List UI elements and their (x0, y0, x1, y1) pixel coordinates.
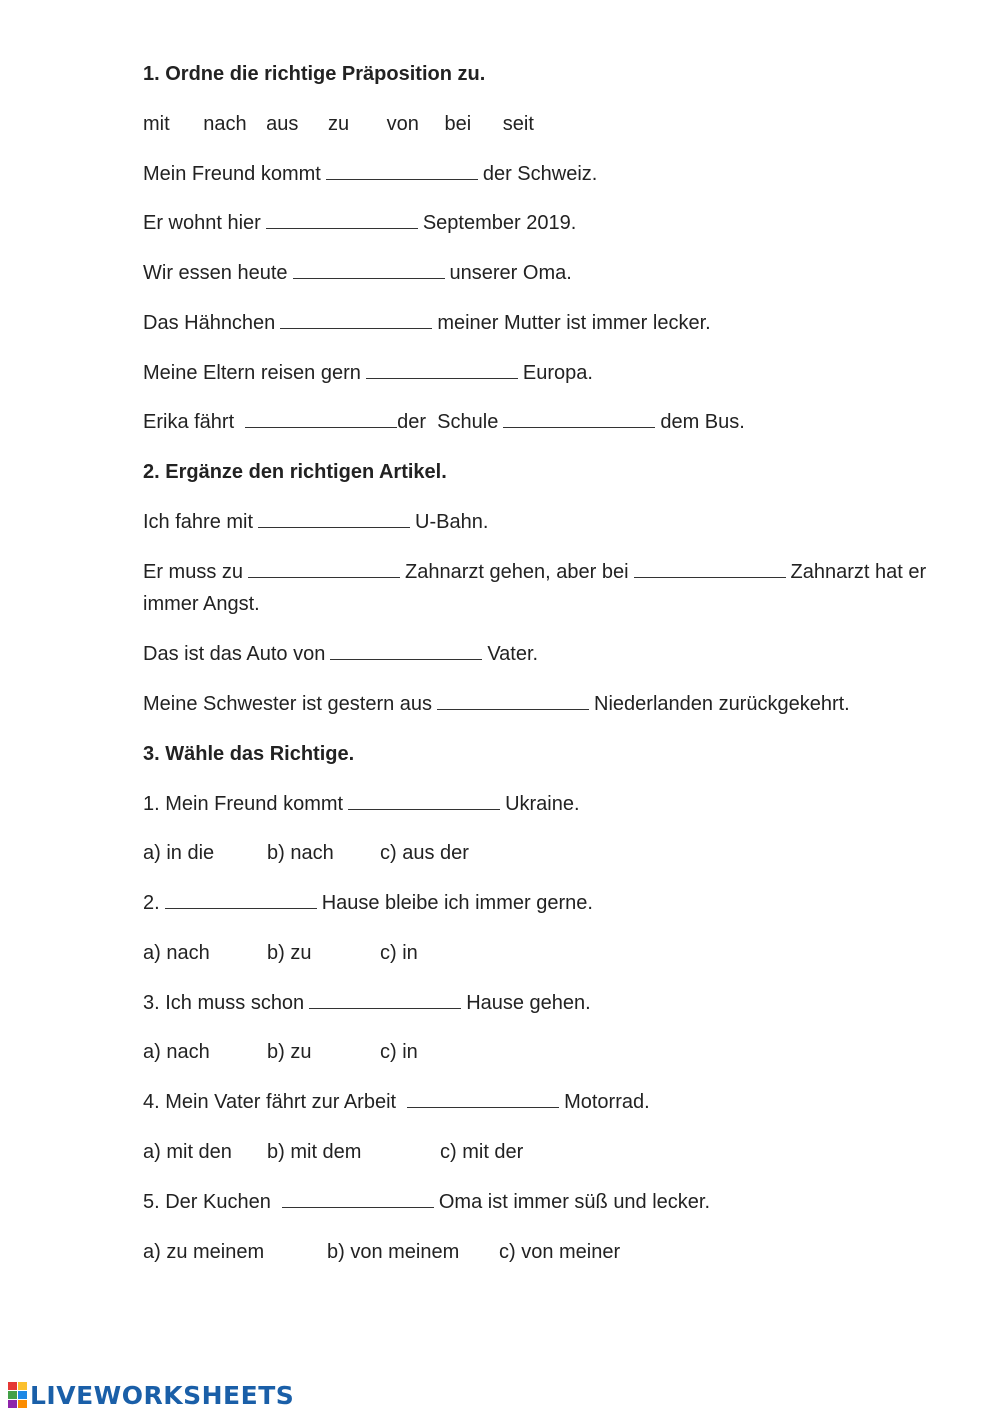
option-b[interactable]: b) zu (267, 942, 312, 964)
section1-heading: 1. Ordne die richtige Präposition zu. (143, 63, 486, 85)
sentence-text: der Schule (397, 411, 499, 433)
answer-blank[interactable] (437, 689, 589, 710)
word-bank-item: nach (203, 113, 247, 135)
answer-blank[interactable] (309, 988, 461, 1009)
sentence-text: Zahnarzt gehen, aber bei (405, 561, 629, 583)
sentence-text: dem Bus. (660, 411, 745, 433)
answer-blank[interactable] (407, 1087, 559, 1108)
answer-blank[interactable] (293, 258, 445, 279)
logo-text: LIVEWORKSHEETS (30, 1380, 295, 1410)
answer-blank[interactable] (258, 507, 410, 528)
question-text: Oma ist immer süß und lecker. (438, 1191, 711, 1213)
sentence-text: Meine Schwester ist gestern aus (143, 693, 433, 715)
question (143, 887, 943, 919)
sentence-text: Wir essen heute (143, 262, 288, 284)
question-text: 1. Mein Freund kommt (143, 793, 344, 815)
word-bank-item: mit (143, 113, 170, 135)
answer-blank[interactable] (366, 358, 518, 379)
exercise-sentence (143, 688, 943, 720)
option-a[interactable]: a) in die (143, 842, 215, 864)
exercise-sentence (143, 506, 943, 538)
sentence-text: Vater. (487, 643, 539, 665)
option-a[interactable]: a) zu meinem (143, 1241, 265, 1263)
option-a[interactable]: a) nach (143, 1041, 210, 1063)
question-text: 3. Ich muss schon (143, 992, 305, 1014)
exercise-sentence (143, 158, 943, 190)
option-b[interactable]: b) nach (267, 842, 334, 864)
sentence-text: Europa. (522, 362, 593, 384)
question-text: 4. Mein Vater fährt zur Arbeit (143, 1091, 397, 1113)
word-bank-item: zu (327, 113, 350, 135)
option-c[interactable]: c) mit der (440, 1141, 524, 1163)
exercise-sentence (143, 357, 943, 389)
option-b[interactable]: b) zu (267, 1041, 312, 1063)
sentence-text: meiner Mutter ist immer lecker. (437, 312, 711, 334)
question-text: Hause gehen. (466, 992, 591, 1014)
answer-blank[interactable] (348, 789, 500, 810)
exercise-sentence (143, 307, 943, 339)
question-text: Ukraine. (505, 793, 580, 815)
exercise-sentence (143, 638, 943, 670)
word-bank-item: seit (502, 113, 534, 135)
sentence-text: unserer Oma. (449, 262, 572, 284)
option-c[interactable]: c) in (380, 1041, 418, 1063)
sentence-text: Mein Freund kommt (143, 163, 321, 185)
question (143, 1086, 943, 1118)
answer-blank[interactable] (245, 407, 397, 428)
exercise-sentence (143, 257, 943, 289)
answer-blank[interactable] (634, 557, 786, 578)
question-text: Motorrad. (564, 1091, 650, 1113)
sentence-text: Das ist das Auto von (143, 643, 326, 665)
sentence-text: Er muss zu (143, 561, 244, 583)
exercise-sentence (143, 406, 943, 438)
sentence-text: Zahnarzt hat er immer Angst. (143, 561, 927, 615)
option-a[interactable]: a) nach (143, 942, 210, 964)
answer-blank[interactable] (248, 557, 400, 578)
answer-blank[interactable] (326, 159, 478, 180)
logo-blocks-icon (8, 1382, 27, 1408)
question-text: 5. Der Kuchen (143, 1191, 271, 1213)
liveworksheets-logo (8, 1380, 294, 1410)
sentence-text: U-Bahn. (415, 511, 489, 533)
question (143, 788, 943, 820)
sentence-text: Meine Eltern reisen gern (143, 362, 361, 384)
sentence-text: der Schweiz. (482, 163, 598, 185)
option-c[interactable]: c) von meiner (499, 1241, 621, 1263)
answer-blank[interactable] (165, 888, 317, 909)
word-bank-item: aus (266, 113, 299, 135)
word-bank (143, 108, 943, 140)
sentence-text: Erika fährt (143, 411, 235, 433)
answer-blank[interactable] (266, 208, 418, 229)
sentence-text: Ich fahre mit (143, 511, 254, 533)
question (143, 987, 943, 1019)
sentence-text: September 2019. (422, 212, 577, 234)
word-bank-item: bei (444, 113, 472, 135)
word-bank-item: von (386, 113, 419, 135)
sentence-text: Er wohnt hier (143, 212, 261, 234)
answer-blank[interactable] (503, 407, 655, 428)
section2-heading: 2. Ergänze den richtigen Artikel. (143, 461, 447, 483)
sentence-text: Niederlanden zurückgekehrt. (594, 693, 850, 715)
answer-blank[interactable] (282, 1187, 434, 1208)
answer-blank[interactable] (280, 308, 432, 329)
exercise-sentence (143, 207, 943, 239)
option-b[interactable]: b) von meinem (327, 1241, 460, 1263)
option-a[interactable]: a) mit den (143, 1141, 232, 1163)
exercise-sentence (143, 556, 943, 620)
option-c[interactable]: c) aus der (380, 842, 469, 864)
question-text: 2. (143, 892, 160, 914)
question (143, 1186, 943, 1218)
option-c[interactable]: c) in (380, 942, 418, 964)
sentence-text: Das Hähnchen (143, 312, 276, 334)
section3-heading: 3. Wähle das Richtige. (143, 743, 355, 765)
answer-blank[interactable] (330, 639, 482, 660)
option-b[interactable]: b) mit dem (267, 1141, 362, 1163)
question-text: Hause bleibe ich immer gerne. (321, 892, 593, 914)
